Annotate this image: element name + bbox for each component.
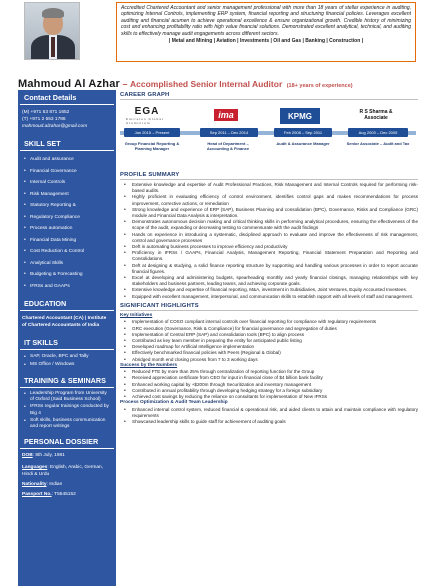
candidate-role: Accomplished Senior Internal Auditor [130, 79, 283, 89]
skill-item: • Regulatory Compliance [24, 212, 112, 224]
skills-list [22, 154, 112, 292]
header-summary [116, 2, 416, 62]
profile-item: • Deft in automating business processes to improve efficiency and productivity [120, 244, 418, 250]
profile-item: • Highly proficient in evaluating efficiency of control environment, identifies control gaps and makes recommendations for process improvement, corrective actions, or remediation [120, 194, 418, 206]
passport-label: Passport No. [22, 492, 52, 498]
it-skill-item: • MS Office / Windows [24, 361, 112, 369]
process-item: • Enhanced internal control system, reduced financial & operational risk, and aided clients to attain and maintain compliance with regulatory requirements [120, 407, 418, 419]
timeline-role: Group Financial Reporting & Planning Manager [124, 141, 180, 151]
process-list [120, 407, 418, 426]
resume-page [6, 0, 422, 588]
ima-logo [206, 106, 246, 124]
timeline-period: Jan 2015 – Present [124, 128, 180, 137]
training-item: • Soft skills, business communication and report writings [24, 418, 112, 430]
key-initiative-item: • Implementation of Central ERP (SAP) and consolidation tools (BPC) to align process [120, 332, 418, 338]
training-heading: TRAINING & SEMINARS [20, 373, 114, 388]
ega-logo-text: EGA [134, 105, 160, 117]
it-skills-section [18, 350, 116, 373]
it-skills-heading: IT SKILLS [20, 335, 114, 350]
training-section [18, 388, 116, 434]
key-initiative-item: • Developed roadmap for Artificial Intelligence implementation [120, 344, 418, 350]
training-item: • IFRSs regular trainings conducted by Big 4 [24, 404, 112, 416]
success-item: • Achieved cost savings by reducing the reliance on consultants for implementation of New IFRSs [120, 394, 418, 400]
key-initiative-item: • Abridged month end closing process from 7 to 3 working days [120, 357, 418, 363]
career-graph [120, 104, 418, 172]
highlights-heading: SIGNIFICANT HIGHLIGHTS [120, 303, 418, 311]
profile-item: • Demonstrates autonomous decision making and critical thinking skills in performing analytical procedures, ensuring the effectiveness of the scope of the audit, expanding or decreasing testing to commensurate with the audit findings [120, 219, 418, 231]
languages-row [22, 462, 112, 480]
profile-photo [24, 2, 80, 60]
ima-logo-text: ima [214, 109, 238, 121]
ega-logo [126, 106, 168, 124]
it-skills-list [22, 353, 112, 369]
summary-text: Accredited Chartered Accountant and senior management professional with more than 18 years of stellar experience in auditing, optimizing Internal Controls, implementing ERP system, financial reporting and structuring financial policies. Leverages excellent auditing and financial acumen to achieve operational excellence & ensure organizational growth. Credible history of minimizing cost and enhancing profitability ratio with high value financial solutions. Demonstrated excellent analytical, technical, and auditing skills to effectively manage audit engagements across different sectors. [121, 5, 411, 37]
key-initiative-item: • Effectively benchmarked financial policies with Peers (Regional & Global) [120, 350, 418, 356]
success-item: • Reduced FTE by more than 25% through centralization of reporting function for the Group [120, 369, 418, 375]
rss-logo [350, 106, 402, 124]
email-address: mahmoud.alzahar@gmail.com [22, 124, 88, 129]
profile-item: • Strong knowledge and experience of ERP (SAP), Business Planning and consolidation (BPC), Governance, Risks and Compliance (GRC) module and Financial Data Analysis & interpretation. [120, 207, 418, 219]
rss-logo-line2: Associate [364, 115, 388, 121]
key-initiative-item: • Implementation of COSO compliant internal controls over financial reporting for compliance with regulatory requirements [120, 319, 418, 325]
ega-logo-subtext: Emirates Global Aluminium [126, 116, 164, 125]
main-content [120, 92, 418, 586]
passport-row [22, 490, 112, 501]
success-item: • Contributed in annual profitability through developing hedging strategy for a foreign subsidiary [120, 388, 418, 394]
timeline-period: Aug 2003 – Dec 2005 [348, 128, 408, 137]
dob-value: : 8th July, 1981 [32, 453, 65, 459]
kpmg-logo: KPMG [280, 108, 320, 124]
profile-item: • Proficiency in IFRSs / GAAPs, Financial Analysis, Management Reporting, Financial Statement Preparation and Reporting and Consolidations. [120, 250, 418, 262]
industries-line: | Metal and Mining | Aviation | Investments | Oil and Gas | Banking | Construction | [168, 38, 364, 45]
rss-logo-line1: R S Sharma & [359, 109, 393, 115]
it-skill-item: • SAP, Oracle, BPC and Tally [24, 353, 112, 361]
skill-item: • Analytical Skills [24, 258, 112, 270]
languages-value: : English, Arabic, German, Hindi & Urdu [22, 464, 104, 477]
profile-item: • Extensive knowledge and expertise of Audit Professional Practices, Risk Management and Internal Controls required for performing risk-based audits. [120, 182, 418, 194]
skills-heading: SKILL SET [20, 136, 114, 151]
education-section [18, 311, 116, 335]
skill-item: • Budgeting & Forecasting [24, 269, 112, 281]
key-initiative-item: • Contributed as key team member in preparing the entity for anticipated public listing [120, 338, 418, 344]
success-heading: Success by the Numbers [120, 362, 178, 368]
career-heading: CAREER GRAPH [120, 92, 418, 100]
profile-list [120, 182, 418, 300]
skill-item: • Statutory Reporting & [24, 200, 112, 212]
timeline-period: Feb 2008 – Sep 2011 [274, 128, 332, 137]
timeline-period: Sep 2011 – Dec 2014 [200, 128, 258, 137]
key-initiatives-list [120, 319, 418, 362]
process-heading: Process Optimization & Audit Team Leadership [120, 400, 228, 406]
mobile-number: (M) +971 53 871 1652 [22, 110, 70, 115]
name-title-line [18, 74, 422, 88]
skill-item: • Financial Data Mining [24, 235, 112, 247]
nationality-row [22, 480, 112, 491]
timeline-role: Head of Department – Accounting & Finance [206, 141, 250, 151]
education-text: Chartered Accountant (CA) | Institute of Chartered Accountants of India [22, 316, 107, 328]
skill-item: • Process automation [24, 223, 112, 235]
sidebar [18, 90, 116, 586]
nationality-label: Nationality [22, 481, 47, 487]
profile-item: • Extensive knowledge and expertise of financial reporting, M&A, investment in Subsidiaries, Joint Ventures, Equity Accounted Investees. [120, 287, 418, 293]
dob-label: DOB [22, 453, 33, 459]
profile-item: • Excel at developing and administering budgets, spearheading monthly and yearly financial closings, managing relationships with key stakeholders and business partners, leading teams, and achieving corporate goals. [120, 275, 418, 287]
personal-heading: PERSONAL DOSSIER [20, 434, 114, 449]
skill-item: • Audit and assurance [24, 154, 112, 166]
key-initiative-item: • GRC execution (Governance, Risk & Compliance) for financial governance and segregation of duties [120, 326, 418, 332]
experience-years: (18+ years of experience) [286, 83, 353, 89]
success-item: • Enhanced working capital by +$200m through Securitization and inventory management [120, 382, 418, 388]
skill-item: • Financial Governance [24, 166, 112, 178]
contact-section [18, 105, 116, 136]
training-list [22, 391, 112, 430]
passport-value: : T5545152 [51, 492, 76, 498]
dob-row [22, 451, 112, 462]
career-timeline [120, 128, 416, 138]
process-item: • Showcased leadership skills to guide staff for achievement of auditing goals [120, 419, 418, 425]
skill-item: • Risk Management [24, 189, 112, 201]
timeline-role: Audit & Assurance Manager [276, 141, 330, 146]
personal-section [18, 449, 116, 503]
contact-heading: Contact Details [20, 90, 114, 105]
profile-item: • Equipped with excellent management, interpersonal, and communication skills to establish rapport with all levels of staff and management. [120, 294, 418, 300]
name-separator: – [120, 79, 131, 89]
training-item: • Leadership Program from University of Oxford (Said Business School) [24, 391, 112, 403]
skills-section [18, 151, 116, 296]
nationality-value: : Indian [46, 481, 63, 487]
profile-heading: PROFILE SUMMARY [120, 172, 418, 180]
candidate-name: Mahmoud Al Azhar [18, 78, 120, 90]
profile-item: • Hands on experience in introducing a systematic, disciplined approach to evaluate and improve the effectiveness of risk management, control and governance processes [120, 232, 418, 244]
success-list [120, 369, 418, 400]
education-heading: EDUCATION [20, 296, 114, 311]
languages-label: Languages [22, 464, 48, 470]
phone-number: (T) +971 2 553 1786 [22, 117, 66, 122]
skill-item: • Cost Reduction & Control [24, 246, 112, 258]
success-item: • Received appreciation certificate from CEO for input in financial close of $4 billion bank facility [120, 375, 418, 381]
skill-item: • Internal Controls [24, 177, 112, 189]
timeline-role: Senior Associate – Audit and Tax [346, 141, 410, 146]
skill-item: • IFRSs and GAAPs [24, 281, 112, 293]
profile-item: • Deft at designing & studying, a solid finance reporting structure by supporting and handling various processes in order to report accurate financial figures. [120, 263, 418, 275]
key-initiatives-heading: Key Initiatives [120, 312, 153, 318]
